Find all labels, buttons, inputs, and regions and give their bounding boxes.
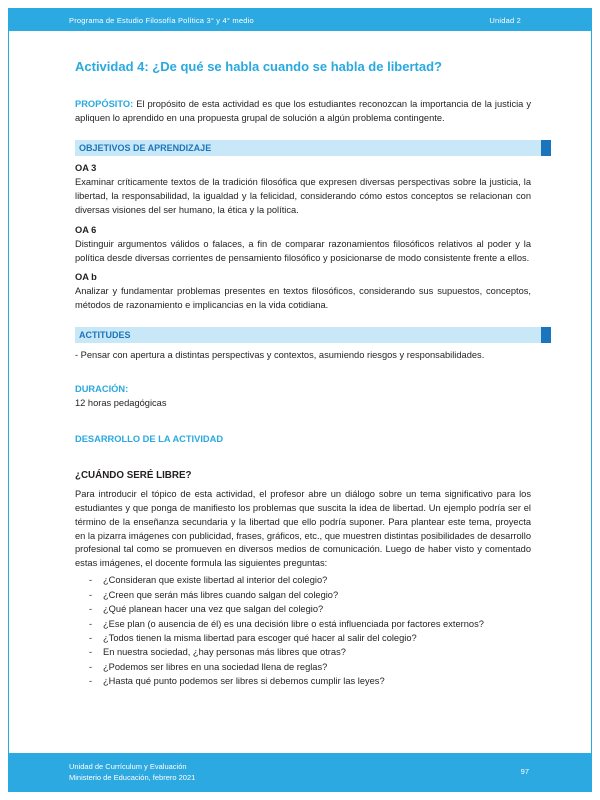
bar-accent-square bbox=[541, 327, 551, 343]
question-text: ¿Qué planean hacer una vez que salgan del colegio? bbox=[103, 604, 324, 615]
oa-code: OA 6 bbox=[75, 224, 97, 235]
question-item bbox=[75, 631, 531, 645]
question-text: ¿Todos tienen la misma libertad para escoger qué hacer al salir del colegio? bbox=[103, 632, 417, 643]
oa-text: Examinar críticamente textos de la tradición filosófica que expresen diversas perspectivas sobre la justicia, la libertad, la responsabilidad, la igualdad y la felicidad, considerando cómo estos conceptos se relacionan con diversas visiones del ser humano, la ética y la política. bbox=[75, 176, 531, 215]
page-header-bar bbox=[9, 9, 591, 31]
footer-institution bbox=[69, 761, 195, 784]
bullet-marker: - bbox=[89, 575, 93, 586]
actitudes-bar-label: ACTITUDES bbox=[79, 330, 131, 341]
desarrollo-heading: DESARROLLO DE LA ACTIVIDAD bbox=[75, 434, 224, 445]
proposito-label: PROPÓSITO: bbox=[75, 99, 134, 109]
actitudes-item: - Pensar con apertura a distintas perspectivas y contextos, asumiendo riesgos y responsabilidades. bbox=[75, 350, 485, 361]
activity-section-heading: ¿CUÁNDO SERÉ LIBRE? bbox=[75, 470, 192, 481]
header-unit-label: Unidad 2 bbox=[489, 15, 521, 25]
question-item bbox=[75, 674, 531, 688]
duracion-section bbox=[75, 383, 531, 411]
question-item bbox=[75, 573, 531, 587]
oa-code: OA b bbox=[75, 272, 97, 283]
duracion-label: DURACIÓN: bbox=[75, 384, 129, 395]
bar-accent-square bbox=[541, 140, 551, 156]
question-item bbox=[75, 602, 531, 616]
bullet-marker: - bbox=[89, 618, 93, 629]
bullet-marker: - bbox=[89, 661, 93, 672]
question-item bbox=[75, 617, 531, 631]
oa-text: Analizar y fundamentar problemas presentes en textos filosóficos, considerando sus supuestos, conceptos, métodos de razonamiento e implicancias en la vida cotidiana. bbox=[75, 286, 531, 311]
bullet-marker: - bbox=[89, 589, 93, 600]
question-text: En nuestra sociedad, ¿hay personas más libres que otras? bbox=[103, 647, 346, 658]
proposito-text: El propósito de esta actividad es que los estudiantes reconozcan la importancia de la justicia y apliquen lo aprendido en una propuesta grupal de solución a algún problema contingente. bbox=[75, 99, 531, 123]
bullet-marker: - bbox=[89, 676, 93, 687]
question-text: ¿Creen que serán más libres cuando salgan del colegio? bbox=[103, 589, 339, 600]
oa-text: Distinguir argumentos válidos o falaces, a fin de comparar razonamientos filosóficos relativos al poder y la política desde diversas corrientes de pensamiento filosófico y posicionarse de modo consistente frente a ellos. bbox=[75, 238, 531, 263]
footer-line1: Unidad de Currículum y Evaluación bbox=[69, 761, 187, 771]
oa-code: OA 3 bbox=[75, 162, 97, 173]
bullet-marker: - bbox=[89, 632, 93, 643]
page-footer-bar bbox=[9, 753, 591, 791]
proposito-paragraph bbox=[75, 98, 531, 126]
question-text: ¿Hasta qué punto podemos ser libres si debemos cumplir las leyes? bbox=[103, 676, 385, 687]
document-page bbox=[8, 8, 592, 792]
duracion-value: 12 horas pedagógicas bbox=[75, 398, 167, 409]
page-number: 97 bbox=[520, 767, 529, 777]
oa-item bbox=[75, 271, 531, 313]
header-program-title: Programa de Estudio Filosofía Política 3° y 4° medio bbox=[69, 15, 254, 25]
question-item bbox=[75, 660, 531, 674]
activity-intro-paragraph: Para introducir el tópico de esta actividad, el profesor abre un diálogo sobre un tema significativo para los estudiantes y que ponga de manifiesto los problemas que suscita la idea de libertad. Un ejemplo podría ser el término de la enseñanza secundaria y la libertad que ello podría suponer. Para plantear este tema, proyecta en la pizarra imágenes con publicidad, frases, gráficos, etc., que muestren distintas posibilidades de desarrollo profesional tal como se promueven en diversos medios de comunicación. Luego de haber visto y comentado estas imágenes, el docente formula las siguientes preguntas: bbox=[75, 488, 531, 569]
oa-item bbox=[75, 162, 531, 218]
objetivos-bar-label: OBJETIVOS DE APRENDIZAJE bbox=[79, 142, 212, 153]
question-text: ¿Podemos ser libres en una sociedad llena de reglas? bbox=[103, 661, 328, 672]
footer-line2: Ministerio de Educación, febrero 2021 bbox=[69, 773, 196, 782]
oa-item bbox=[75, 224, 531, 266]
objetivos-section-bar bbox=[75, 140, 551, 156]
question-text: ¿Ese plan (o ausencia de él) es una decisión libre o está influenciada por factores externos? bbox=[103, 618, 484, 629]
page-content bbox=[9, 31, 591, 753]
questions-list bbox=[75, 573, 531, 688]
bullet-marker: - bbox=[89, 604, 93, 615]
actitudes-section-bar bbox=[75, 327, 551, 343]
question-text: ¿Consideran que existe libertad al interior del colegio? bbox=[103, 575, 328, 586]
question-item bbox=[75, 645, 531, 659]
bullet-marker: - bbox=[89, 647, 93, 658]
activity-title: Actividad 4: ¿De qué se habla cuando se habla de libertad? bbox=[75, 59, 442, 74]
question-item bbox=[75, 588, 531, 602]
